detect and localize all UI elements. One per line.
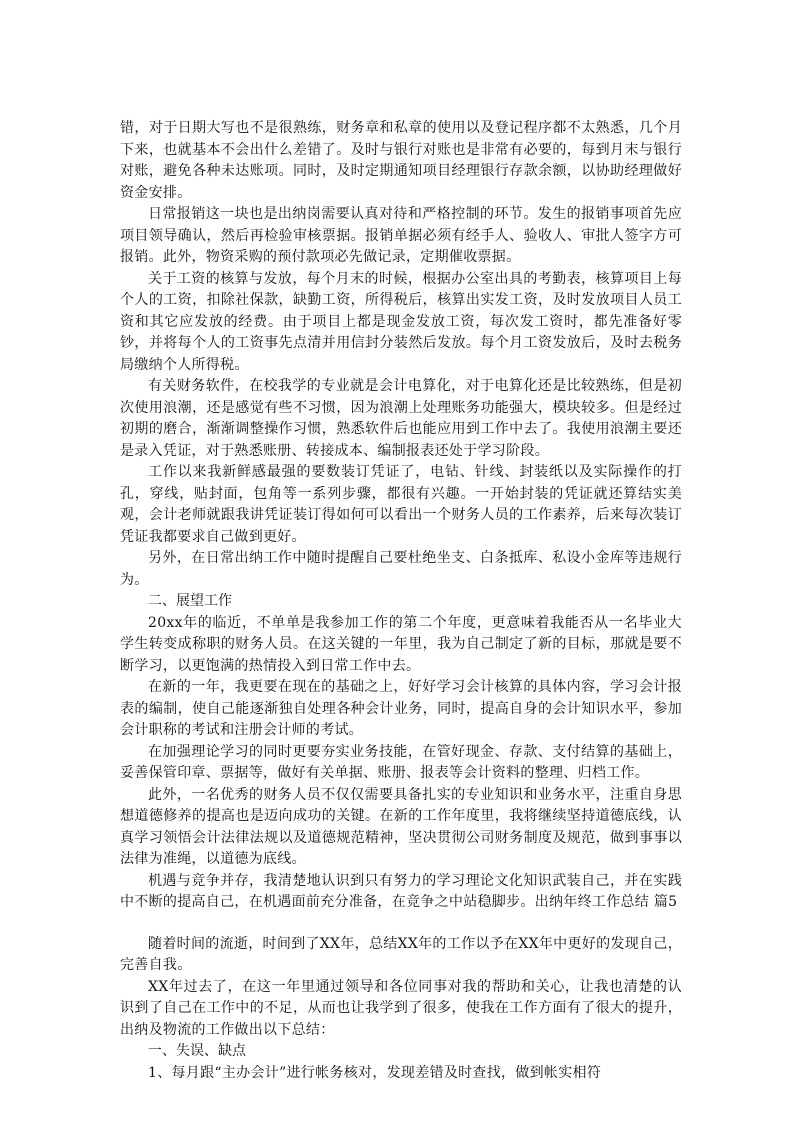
paragraph: 20xx年的临近，不单单是我参加工作的第二个年度，更意味着我能否从一名毕业大学生转变成称职的财务人员。在这关键的一年里，我为自己制定了新的目标，那就是要不断学习，以更饱满的热情投入到日常工作中去。 <box>120 614 682 674</box>
paragraph: 在新的一年，我更要在现在的基础之上，好好学习会计核算的具体内容，学习会计报表的编制，使自己能逐渐独自处理各种会计业务，同时，提高自身的会计知识水平，参加会计职称的考试和注册会计师的考试。 <box>120 679 682 738</box>
paragraph: 关于工资的核算与发放，每个月末的时候，根据办公室出具的考勤表，核算项目上每个人的工资，扣除社保款，缺勤工资，所得税后，核算出实发工资，及时发放项目人员工资和其它应发放的经费。由于项目上都是现金发放工资，每次发工资时，都先准备好零钞，并将每个人的工资事先点清并用信封分装然后发放。每个月工资发放后，及时去税务局缴纳个人所得税。 <box>120 270 682 373</box>
document-body <box>120 118 682 1084</box>
paragraph: XX年过去了，在这一年里通过领导和各位同事对我的帮助和关心，让我也清楚的认识到了自己在工作中的不足，从而也让我学到了很多，使我在工作方面有了很大的提升，出纳及物流的工作做出以下总结： <box>120 978 682 1038</box>
paragraph: 在加强理论学习的同时更要夯实业务技能，在管好现金、存款、支付结算的基础上，妥善保管印章、票据等，做好有关单据、账册、报表等会计资料的整理、归档工作。 <box>120 743 682 781</box>
paragraph: 1、每月跟“主办会计”进行帐务核对，发现差错及时查找，做到帐实相符 <box>148 1064 602 1081</box>
paragraph: 错，对于日期大写也不是很熟练，财务章和私章的使用以及登记程序都不太熟悉，几个月下来，也就基本不会出什么差错了。及时与银行对账也是非常有必要的，每到月末与银行对账，避免各种未达账项。同时，及时定期通知项目经理银行存款余额，以协助经理做好资金安排。 <box>120 120 682 201</box>
section-heading: 二、展望工作 <box>148 593 232 609</box>
paragraph: 此外，一名优秀的财务人员不仅仅需要具备扎实的专业知识和业务水平，注重自身思想道德修养的提高也是迈向成功的关键。在新的工作年度里，我将继续坚持道德底线，认真学习领悟会计法律法规以及道德规范精神，坚决贯彻公司财务制度及规范，做到事事以法律为准绳，以道德为底线。 <box>120 786 682 867</box>
paragraph: 机遇与竞争并存，我清楚地认识到只有努力的学习理论文化知识武装自己，并在实践中不断的提高自己，在机遇面前充分准备，在竞争之中站稳脚步。出纳年终工作总结 篇5 <box>120 872 682 910</box>
paragraph: 有关财务软件，在校我学的专业就是会计电算化，对于电算化还是比较熟练，但是初次使用浪潮，还是感觉有些不习惯，因为浪潮上处理账务功能强大，模块较多。但是经过初期的磨合，渐渐调整操作习惯，熟悉软件后也能应用到工作中去了。我使用浪潮主要还是录入凭证，对于熟悉账册、转接成本、编制报表还处于学习阶段。 <box>120 378 682 459</box>
paragraph: 随着时间的流逝，时间到了XX年，总结XX年的工作以予在XX年中更好的发现自己，完善自我。 <box>120 935 682 973</box>
section-heading: 一、失误、缺点 <box>148 1043 246 1059</box>
paragraph: 日常报销这一块也是出纳岗需要认真对待和严格控制的环节。发生的报销事项首先应项目领导确认，然后再检验审核票据。报销单据必须有经手人、验收人、审批人签字方可报销。此外，物资采购的预付款项必先做记录，定期催收票据。 <box>120 206 682 265</box>
section-gap <box>120 914 682 934</box>
paragraph: 另外，在日常出纳工作中随时提醒自己要杜绝坐支、白条抵库、私设小金库等违规行为。 <box>120 550 682 588</box>
paragraph: 工作以来我新鲜感最强的要数装订凭证了，电钻、针线、封装纸以及实际操作的打孔，穿线，贴封面，包角等一系列步骤，都很有兴趣。一开始封装的凭证就还算结实美观，会计老师就跟我讲凭证装订得如何可以看出一个财务人员的工作素养，后来每次装订凭证我都要求自己做到更好。 <box>120 464 682 545</box>
